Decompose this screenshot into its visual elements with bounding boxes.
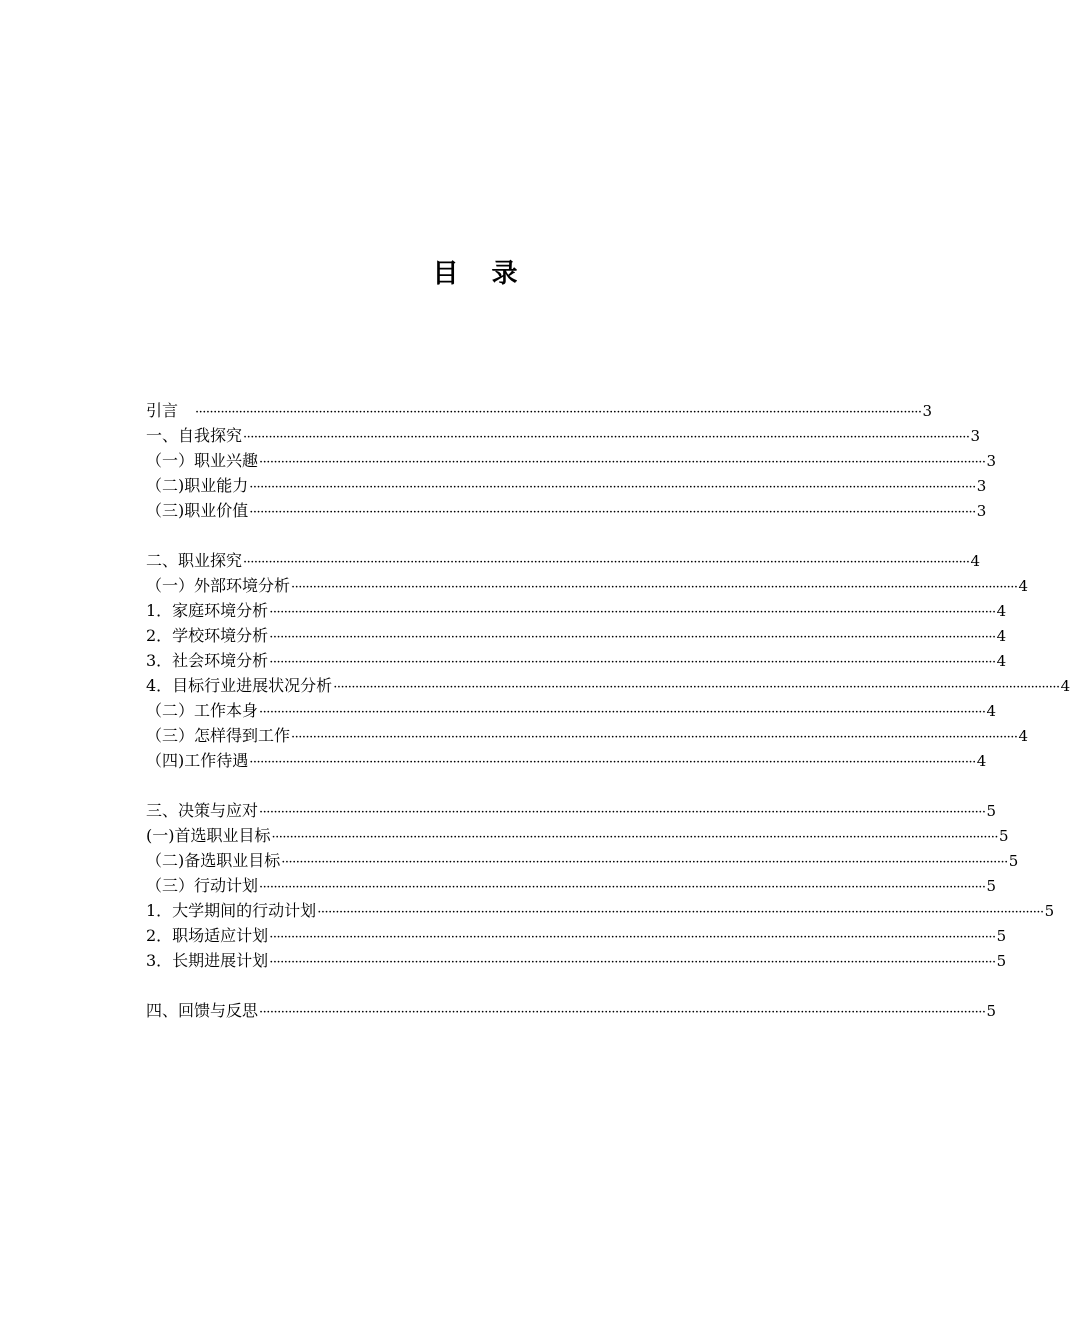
toc-page-number: 4 [996,627,1007,645]
toc-dot-leader: ········································································································································································································ [259,880,986,895]
toc-page-number: 5 [1008,852,1019,870]
toc-entry-label: （三）怎样得到工作 [146,726,291,745]
toc-dot-leader: ········································································································································································································ [243,430,970,445]
toc-entry-label: (一)首选职业目标 [146,826,271,845]
toc-entry-label: 1．大学期间的行动计划 [146,901,317,920]
toc-dot-leader: ········································································································································································································ [249,755,976,770]
toc-page-number: 5 [996,952,1007,970]
toc-entry[interactable] [146,898,1055,923]
toc-entry-label: 1．家庭环境分析 [146,601,269,620]
toc-entry[interactable] [146,948,1007,973]
toc-page-number: 5 [998,827,1009,845]
toc-dot-leader: ········································································································································································································ [195,405,922,420]
toc-dot-leader: ········································································································································································································ [317,905,1044,920]
toc-entry-label: 3．社会环境分析 [146,651,269,670]
toc-dot-leader: ········································································································································································································ [259,805,986,820]
toc-dot-leader: ········································································································································································································ [291,730,1018,745]
toc-entry-label: 四、回馈与反思 [146,1001,259,1020]
toc-dot-leader: ········································································································································································································ [269,930,996,945]
toc-dot-leader: ········································································································································································································ [271,830,998,845]
toc-entry[interactable] [146,573,1029,598]
table-of-contents [146,398,1070,1023]
toc-page-number: 4 [996,652,1007,670]
toc-entry[interactable] [146,923,1007,948]
toc-entry-label: 4．目标行业进展状况分析 [146,676,333,695]
toc-entry-label: （二)备选职业目标 [146,851,281,870]
toc-page-number: 3 [922,402,933,420]
toc-entry[interactable] [146,548,981,573]
toc-entry-label: （三）行动计划 [146,876,259,895]
toc-dot-leader: ········································································································································································································ [259,705,986,720]
toc-page-number: 4 [976,752,987,770]
toc-page-number: 3 [976,502,987,520]
toc-page-number: 5 [986,1002,997,1020]
toc-dot-leader: ········································································································································································································ [269,605,996,620]
toc-entry-label: （一）外部环境分析 [146,576,291,595]
toc-entry[interactable] [146,823,1009,848]
toc-entry[interactable] [146,448,997,473]
toc-entry[interactable] [146,648,1007,673]
toc-page-number: 5 [1044,902,1055,920]
toc-dot-leader: ········································································································································································································ [281,855,1008,870]
toc-page-number: 3 [986,452,997,470]
toc-entry-label: 一、自我探究 [146,426,243,445]
toc-entry[interactable] [146,698,997,723]
toc-dot-leader: ········································································································································································································ [269,955,996,970]
toc-page-number: 4 [996,602,1007,620]
toc-page-number: 5 [996,927,1007,945]
toc-page-number: 5 [986,802,997,820]
toc-page-number: 4 [986,702,997,720]
toc-page-number: 3 [976,477,987,495]
toc-page-number: 4 [1060,677,1070,695]
toc-entry[interactable] [146,673,1070,698]
toc-dot-leader: ········································································································································································································ [249,505,976,520]
toc-entry[interactable] [146,998,997,1023]
toc-entry[interactable] [146,423,981,448]
toc-entry[interactable] [146,398,933,423]
toc-dot-leader: ········································································································································································································ [249,480,976,495]
toc-entry-label: 2．职场适应计划 [146,926,269,945]
toc-entry[interactable] [146,723,1029,748]
toc-page-number: 4 [1018,577,1029,595]
toc-entry[interactable] [146,798,997,823]
toc-entry-label: （二）工作本身 [146,701,259,720]
toc-entry-label: 二、职业探究 [146,551,243,570]
toc-page-number: 4 [1018,727,1029,745]
toc-entry[interactable] [146,498,987,523]
toc-entry[interactable] [146,848,1019,873]
toc-page-number: 5 [986,877,997,895]
toc-entry[interactable] [146,623,1007,648]
toc-entry-label: 2．学校环境分析 [146,626,269,645]
toc-entry-label: 引言 [146,401,195,420]
toc-entry-label: （四)工作待遇 [146,751,249,770]
toc-entry[interactable] [146,473,987,498]
toc-page-number: 3 [970,427,981,445]
toc-entry-label: （二)职业能力 [146,476,249,495]
toc-entry-label: （一）职业兴趣 [146,451,259,470]
toc-dot-leader: ········································································································································································································ [333,680,1060,695]
toc-dot-leader: ········································································································································································································ [259,1005,986,1020]
toc-entry-label: （三)职业价值 [146,501,249,520]
toc-dot-leader: ········································································································································································································ [259,455,986,470]
toc-entry-label: 三、决策与应对 [146,801,259,820]
toc-title: 目 录 [432,259,530,289]
toc-entry-label: 3．长期进展计划 [146,951,269,970]
toc-entry[interactable] [146,873,997,898]
toc-page-number: 4 [970,552,981,570]
toc-entry[interactable] [146,748,987,773]
toc-entry[interactable] [146,598,1007,623]
toc-dot-leader: ········································································································································································································ [243,555,970,570]
toc-dot-leader: ········································································································································································································ [269,630,996,645]
toc-dot-leader: ········································································································································································································ [291,580,1018,595]
toc-dot-leader: ········································································································································································································ [269,655,996,670]
